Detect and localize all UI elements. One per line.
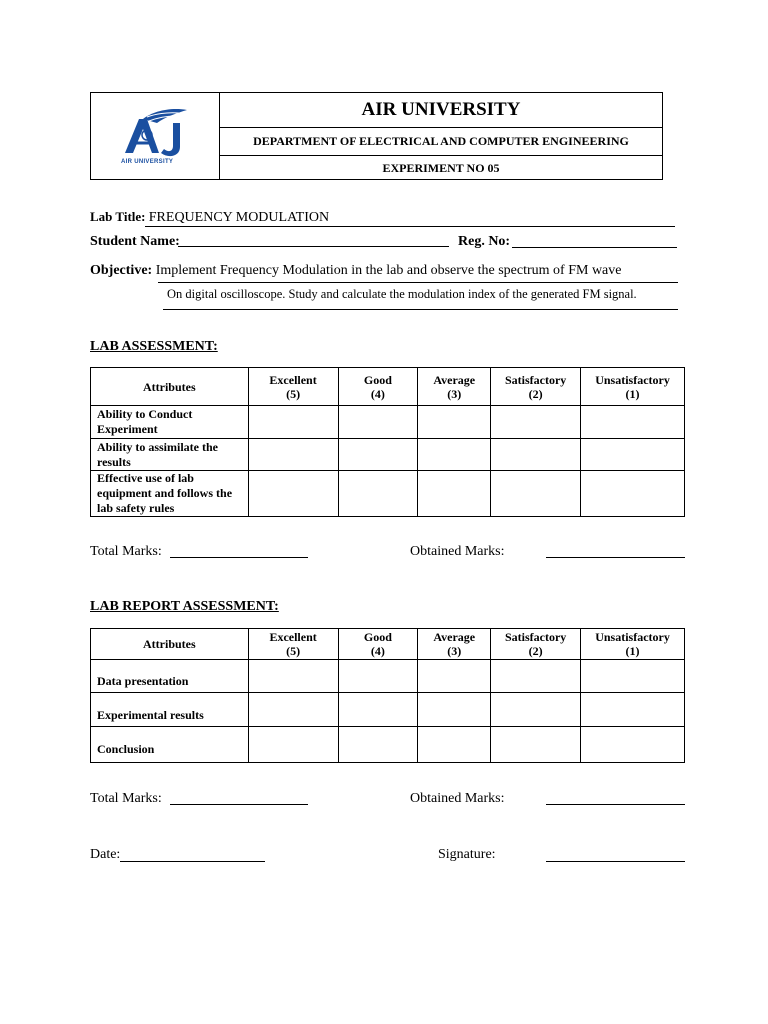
attribute-cell: Data presentation	[91, 660, 249, 693]
score-cell[interactable]	[491, 727, 581, 763]
score-cell[interactable]	[248, 471, 338, 517]
score-cell[interactable]	[418, 660, 491, 693]
score-cell[interactable]	[338, 660, 418, 693]
score-cell[interactable]	[581, 693, 685, 727]
score-cell[interactable]	[418, 439, 491, 471]
score-cell[interactable]	[418, 693, 491, 727]
score-cell[interactable]	[491, 660, 581, 693]
report-total-marks-field[interactable]	[170, 804, 308, 805]
objective-underline-1	[158, 282, 678, 283]
col-attributes: Attributes	[91, 368, 249, 406]
attribute-cell: Experimental results	[91, 693, 249, 727]
date-field[interactable]	[120, 861, 265, 862]
university-title: AIR UNIVERSITY	[220, 93, 662, 128]
table-row	[91, 693, 685, 727]
reg-no-field[interactable]	[512, 247, 677, 248]
score-cell[interactable]	[338, 406, 418, 439]
score-cell[interactable]	[491, 439, 581, 471]
lab-title-row	[90, 209, 329, 226]
report-assessment-table	[90, 628, 685, 763]
logo-cell	[91, 93, 220, 179]
table-row	[91, 439, 685, 471]
score-cell[interactable]	[581, 471, 685, 517]
col-unsatisfactory: Unsatisfactory (1)	[581, 368, 685, 406]
table-row	[91, 406, 685, 439]
signature-field[interactable]	[546, 861, 685, 862]
score-cell[interactable]	[581, 727, 685, 763]
col-unsatisfactory: Unsatisfactory (1)	[581, 629, 685, 660]
score-cell[interactable]	[418, 406, 491, 439]
table-row	[91, 471, 685, 517]
date-label: Date:	[90, 847, 121, 862]
col-average: Average (3)	[418, 629, 491, 660]
objective-label: Objective:	[90, 263, 153, 278]
report-total-marks-label: Total Marks:	[90, 791, 162, 806]
score-cell[interactable]	[248, 660, 338, 693]
header-box	[90, 92, 663, 180]
score-cell[interactable]	[491, 471, 581, 517]
score-cell[interactable]	[418, 471, 491, 517]
score-cell[interactable]	[581, 439, 685, 471]
attribute-cell: Conclusion	[91, 727, 249, 763]
score-cell[interactable]	[248, 439, 338, 471]
attribute-cell: Ability to Conduct Experiment	[91, 406, 249, 439]
attribute-cell: Effective use of lab equipment and follows the lab safety rules	[91, 471, 249, 517]
score-cell[interactable]	[581, 660, 685, 693]
score-cell[interactable]	[248, 693, 338, 727]
col-attributes: Attributes	[91, 629, 249, 660]
report-obtained-marks-label: Obtained Marks:	[410, 791, 505, 806]
score-cell[interactable]	[491, 406, 581, 439]
score-cell[interactable]	[248, 406, 338, 439]
table-row	[91, 727, 685, 763]
lab-title-label: Lab Title:	[90, 209, 146, 224]
lab-total-marks-field[interactable]	[170, 557, 308, 558]
col-excellent: Excellent (5)	[248, 368, 338, 406]
department-title: DEPARTMENT OF ELECTRICAL AND COMPUTER ENGINEERING	[220, 128, 662, 156]
experiment-number: EXPERIMENT NO 05	[382, 161, 500, 175]
lab-obtained-marks-field[interactable]	[546, 557, 685, 558]
score-cell[interactable]	[248, 727, 338, 763]
score-cell[interactable]	[581, 406, 685, 439]
lab-total-marks-label: Total Marks:	[90, 544, 162, 559]
lab-title-underline	[145, 226, 675, 227]
report-obtained-marks-field[interactable]	[546, 804, 685, 805]
lab-obtained-marks-label: Obtained Marks:	[410, 544, 505, 559]
score-cell[interactable]	[418, 727, 491, 763]
logo-text: AIR UNIVERSITY	[121, 159, 174, 165]
score-cell[interactable]	[338, 439, 418, 471]
score-cell[interactable]	[338, 471, 418, 517]
col-satisfactory: Satisfactory (2)	[491, 629, 581, 660]
col-average: Average (3)	[418, 368, 491, 406]
objective-line1: Implement Frequency Modulation in the lab and observe the spectrum of FM wave	[155, 263, 622, 278]
score-cell[interactable]	[338, 693, 418, 727]
col-excellent: Excellent (5)	[248, 629, 338, 660]
report-assessment-title: LAB REPORT ASSESSMENT:	[90, 599, 279, 614]
table-row	[91, 660, 685, 693]
lab-title-value: FREQUENCY MODULATION	[148, 210, 330, 225]
score-cell[interactable]	[491, 693, 581, 727]
objective-line2: On digital oscilloscope. Study and calculate the modulation index of the generated FM signal.	[167, 287, 637, 301]
col-good: Good (4)	[338, 629, 418, 660]
col-good: Good (4)	[338, 368, 418, 406]
lab-assessment-table	[90, 367, 685, 517]
signature-label: Signature:	[438, 847, 496, 862]
student-name-field[interactable]	[178, 246, 449, 247]
attribute-cell: Ability to assimilate the results	[91, 439, 249, 471]
report-assessment-header-row	[91, 629, 685, 660]
objective-row	[90, 263, 621, 279]
lab-assessment-title: LAB ASSESSMENT:	[90, 339, 218, 354]
score-cell[interactable]	[338, 727, 418, 763]
air-university-logo	[91, 93, 219, 179]
objective-underline-2	[163, 309, 678, 310]
reg-no-label: Reg. No:	[458, 234, 511, 249]
lab-assessment-header-row	[91, 368, 685, 406]
student-name-label: Student Name:	[90, 234, 180, 249]
col-satisfactory: Satisfactory (2)	[491, 368, 581, 406]
